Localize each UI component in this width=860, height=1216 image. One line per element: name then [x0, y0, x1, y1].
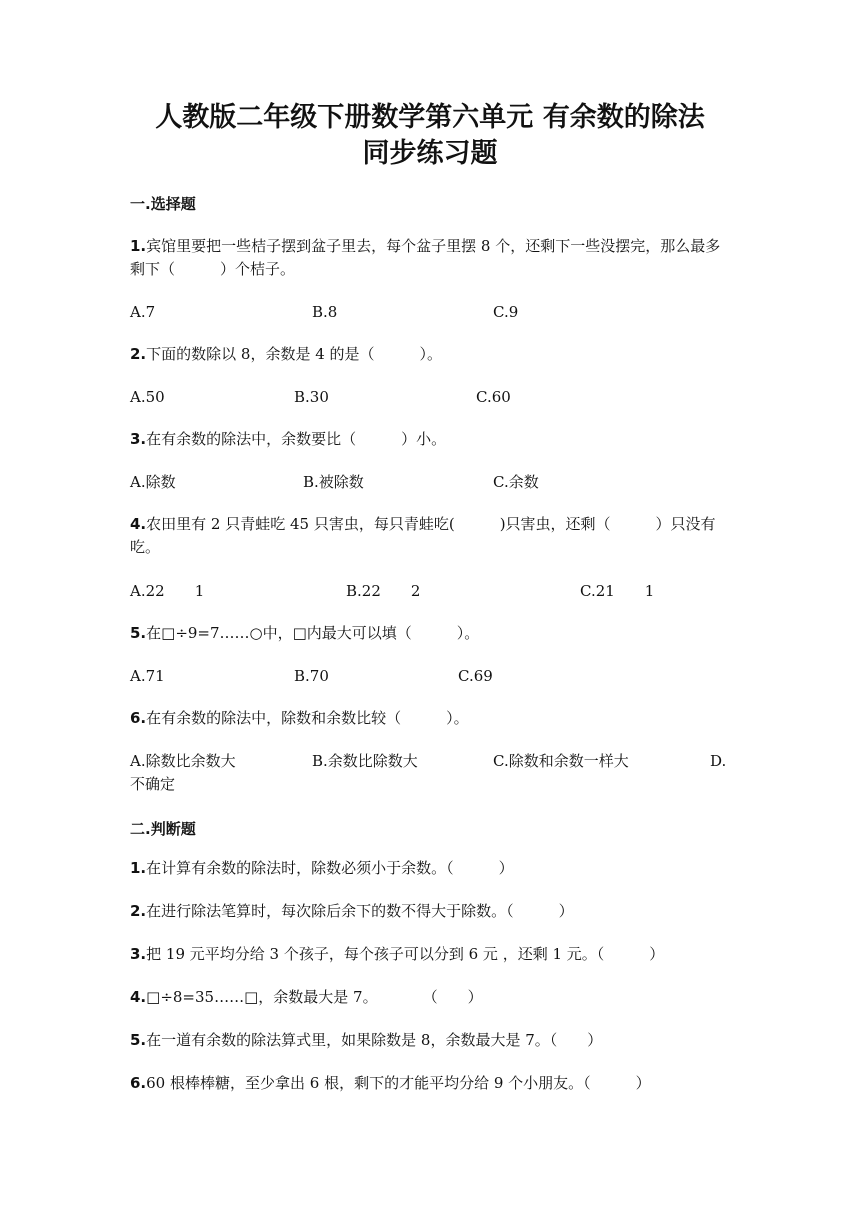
option-d-text: 不确定	[130, 775, 176, 793]
judge-question-3	[130, 943, 730, 966]
question-text: 60 根棒棒糖，至少拿出 6 根，剩下的才能平均分给 9 个小朋友。（ ）	[146, 1074, 651, 1092]
judge-question-5	[130, 1029, 730, 1052]
question-text: 在一道有余数的除法算式里，如果除数是 8，余数最大是 7。（ ）	[146, 1031, 603, 1049]
choice-question-5	[130, 622, 730, 645]
question-text: 在有余数的除法中，除数和余数比较（ ）。	[146, 709, 469, 727]
question-text: 在计算有余数的除法时，除数必须小于余数。（ ）	[146, 859, 514, 877]
option-a: A.50	[130, 388, 165, 406]
question-number: 6.	[130, 709, 147, 727]
option-c: C.除数和余数一样大	[493, 752, 629, 770]
option-a: A.22 1	[130, 582, 205, 600]
question-text: 下面的数除以 8，余数是 4 的是（ ）。	[146, 345, 443, 363]
judge-question-6	[130, 1072, 730, 1095]
judge-question-4	[130, 986, 730, 1009]
choice-question-2	[130, 343, 730, 366]
question-text: 农田里有 2 只青蛙吃 45 只害虫，每只青蛙吃( )只害虫，还剩（ ）只没有吃。	[130, 515, 716, 556]
section-heading-choice: 一.选择题	[130, 195, 196, 213]
question-number: 3.	[130, 430, 147, 448]
question-text: 宾馆里要把一些桔子摆到盆子里去，每个盆子里摆 8 个，还剩下一些没摆完，那么最多剩下（ ）个桔子。	[130, 237, 721, 278]
question-number: 2.	[130, 345, 147, 363]
judge-question-1	[130, 857, 730, 880]
question-number: 2.	[130, 902, 147, 920]
option-c: C.9	[493, 303, 519, 321]
question-number: 4.	[130, 988, 147, 1006]
option-b: B.22 2	[346, 582, 421, 600]
question-number: 1.	[130, 859, 147, 877]
option-c: C.60	[476, 388, 511, 406]
option-d: D.	[710, 752, 727, 770]
question-number: 1.	[130, 237, 147, 255]
choice-question-6	[130, 707, 730, 730]
option-b: B.余数比除数大	[312, 752, 418, 770]
question-text: □÷8=35……□，余数最大是 7。 （ ）	[146, 988, 483, 1006]
question-text: 在进行除法笔算时，每次除后余下的数不得大于除数。（ ）	[146, 902, 574, 920]
option-b: B.30	[294, 388, 329, 406]
choice-question-4	[130, 513, 730, 559]
question-text: 把 19 元平均分给 3 个孩子，每个孩子可以分到 6 元 ，还剩 1 元。（ ）	[146, 945, 665, 963]
question-number: 5.	[130, 1031, 147, 1049]
option-b: B.被除数	[303, 473, 364, 491]
option-a: A.71	[130, 667, 165, 685]
option-c: C.69	[458, 667, 493, 685]
question-number: 6.	[130, 1074, 147, 1092]
page-title: 人教版二年级下册数学第六单元 有余数的除法 同步练习题	[155, 102, 705, 169]
option-a: A.除数	[130, 473, 176, 491]
option-a: A.除数比余数大	[130, 752, 236, 770]
question-text: 在有余数的除法中，余数要比（ ）小。	[146, 430, 447, 448]
question-text: 在□÷9=7……○中，□内最大可以填（ ）。	[146, 624, 480, 642]
option-a: A.7	[130, 303, 156, 321]
question-number: 4.	[130, 515, 147, 533]
question-number: 5.	[130, 624, 147, 642]
option-c: C.余数	[493, 473, 539, 491]
section-heading-judge: 二.判断题	[130, 820, 196, 838]
judge-question-2	[130, 900, 730, 923]
choice-question-3	[130, 428, 730, 451]
option-b: B.70	[294, 667, 329, 685]
choice-question-1	[130, 235, 730, 281]
option-c: C.21 1	[580, 582, 655, 600]
option-b: B.8	[312, 303, 338, 321]
question-number: 3.	[130, 945, 147, 963]
